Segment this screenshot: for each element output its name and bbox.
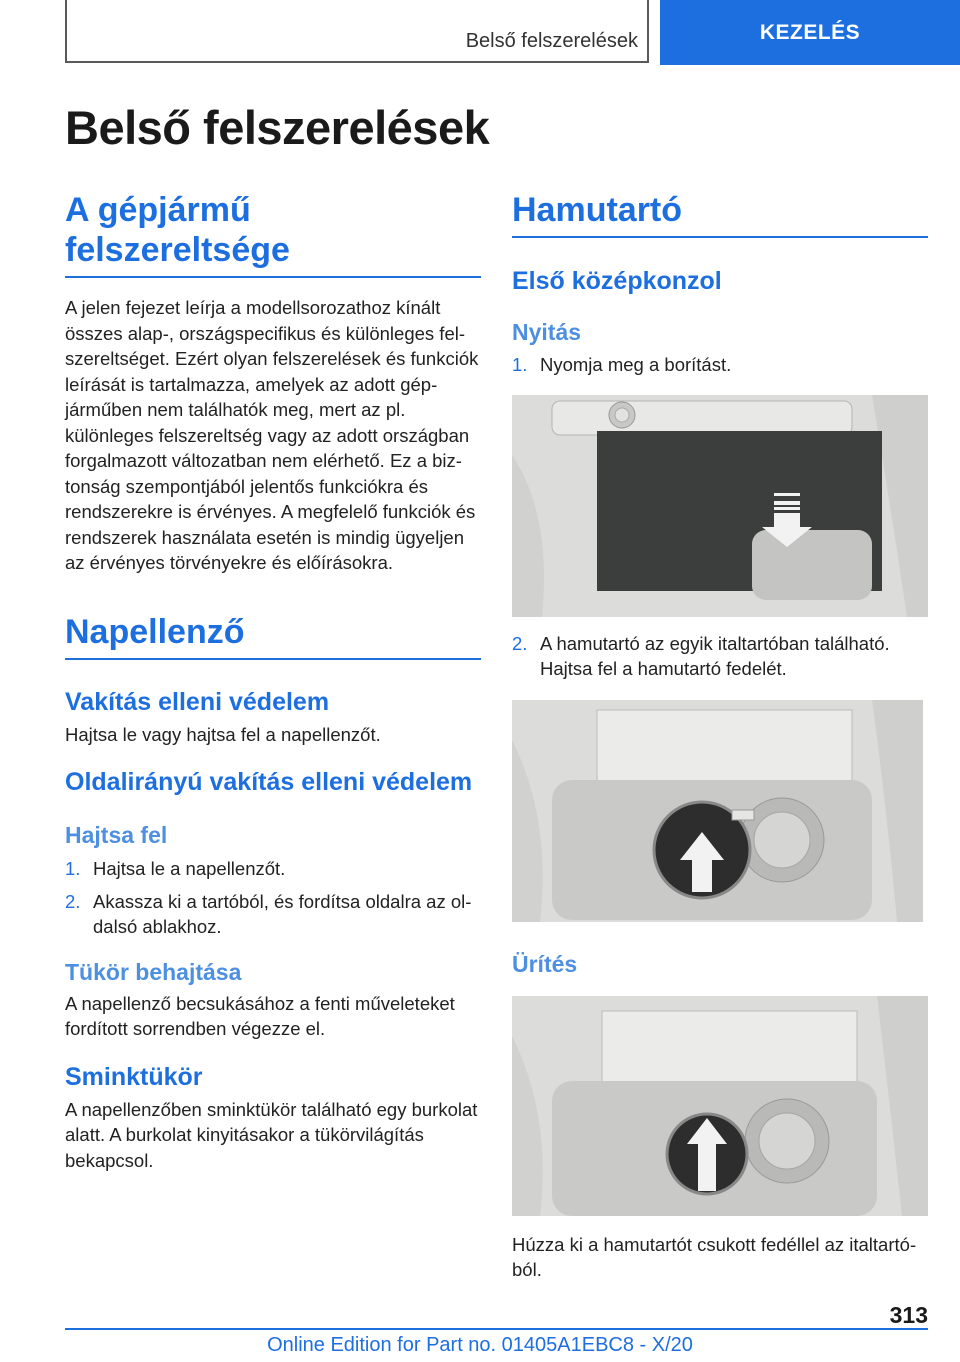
ashtray-remove-illustration bbox=[512, 996, 928, 1216]
step-number: 2. bbox=[512, 632, 528, 654]
header-chapter-tab: KEZELÉS bbox=[660, 0, 960, 65]
ashtray-lid-drawing bbox=[512, 700, 923, 922]
section-heading-ashtray: Hamutartó bbox=[512, 190, 928, 238]
console-cover-illustration bbox=[512, 395, 928, 617]
mirror-fold-text: A napellenző becsukásához a fenti műveleteket fordított sorrendben végezze el. bbox=[65, 992, 455, 1039]
section-heading-sunvisor: Napellenző bbox=[65, 612, 481, 660]
section-heading-equipment: A gépjármű felszereltsége bbox=[65, 190, 481, 278]
fold-steps-list bbox=[65, 856, 481, 940]
open-step-1 bbox=[512, 352, 928, 378]
right-column bbox=[512, 190, 928, 1283]
subheading-vanity-mirror: Sminktükör bbox=[65, 1062, 203, 1091]
glare-protection-text: Hajtsa le vagy hajtsa fel a napellenzőt. bbox=[65, 723, 381, 745]
equipment-paragraph: A jelen fejezet leírja a modellsorozathoz kínált összes alap-, országspecifikus és különleges felszereltséget. Ezért olyan felszerelések és funkciók leírását is tartalmazza, amelyek az adott gépjárműben nem találhatók meg, mert az pl. különleges felszereltség vagy az adott országban forgalmazott változatban nem elérhető. Ez a biztonság szempontjából jelentős funkciókra és rendszerekre is érvényes. A megfelelő funkciók és rendszerek használata esetén is mindig ügyeljen az érvényes törvényekre és előírásokra. bbox=[65, 297, 479, 573]
step-text: Nyomja meg a borítást. bbox=[540, 354, 732, 375]
console-cover-drawing bbox=[512, 395, 928, 617]
subheading-side-glare: Oldalirányú vakítás elleni védelem bbox=[65, 768, 473, 796]
subheading-emptying: Ürítés bbox=[512, 950, 578, 977]
step-text: Akassza ki a tartóból, és fordítsa oldalra az oldalsó ablakhoz. bbox=[93, 890, 472, 937]
footer-edition: Online Edition for Part no. 01405A1EBC8 - X/20 bbox=[267, 1334, 693, 1356]
list-item bbox=[512, 631, 928, 682]
step-number: 1. bbox=[512, 354, 528, 375]
vanity-mirror-text: A napellenzőben sminktükör található egy burkolat alatt. A burkolat kinyitásakor a tükörvilágítás bekapcsol. bbox=[65, 1098, 478, 1171]
open-step-2 bbox=[512, 631, 928, 682]
subheading-front-console: Első középkonzol bbox=[512, 267, 722, 295]
left-column bbox=[65, 190, 481, 1173]
emptying-text: Húzza ki a hamutartót csukott fedéllel az italtartóból. bbox=[512, 1233, 917, 1280]
step-number: 2. bbox=[65, 890, 81, 912]
list-item bbox=[512, 352, 928, 378]
page-title: Belső felszerelések bbox=[65, 101, 490, 154]
step-number: 1. bbox=[65, 858, 81, 879]
page-number: 313 bbox=[889, 1302, 928, 1328]
subheading-glare-protection: Vakítás elleni védelem bbox=[65, 687, 330, 716]
subheading-mirror-fold: Tükör behajtása bbox=[65, 958, 242, 985]
step-text: Hajtsa le a napellenzőt. bbox=[93, 858, 286, 879]
subheading-opening: Nyitás bbox=[512, 319, 582, 345]
ashtray-remove-drawing bbox=[512, 996, 928, 1216]
list-item bbox=[65, 889, 481, 940]
list-item bbox=[65, 856, 481, 882]
subheading-fold-up: Hajtsa fel bbox=[65, 822, 168, 848]
ashtray-lid-illustration bbox=[512, 700, 923, 922]
footer-divider bbox=[65, 1328, 928, 1330]
step-text: A hamutartó az egyik italtartóban található. Hajtsa fel a hamutartó fedelét. bbox=[540, 632, 890, 679]
header-section-title: Belső felszerelések bbox=[465, 30, 638, 52]
